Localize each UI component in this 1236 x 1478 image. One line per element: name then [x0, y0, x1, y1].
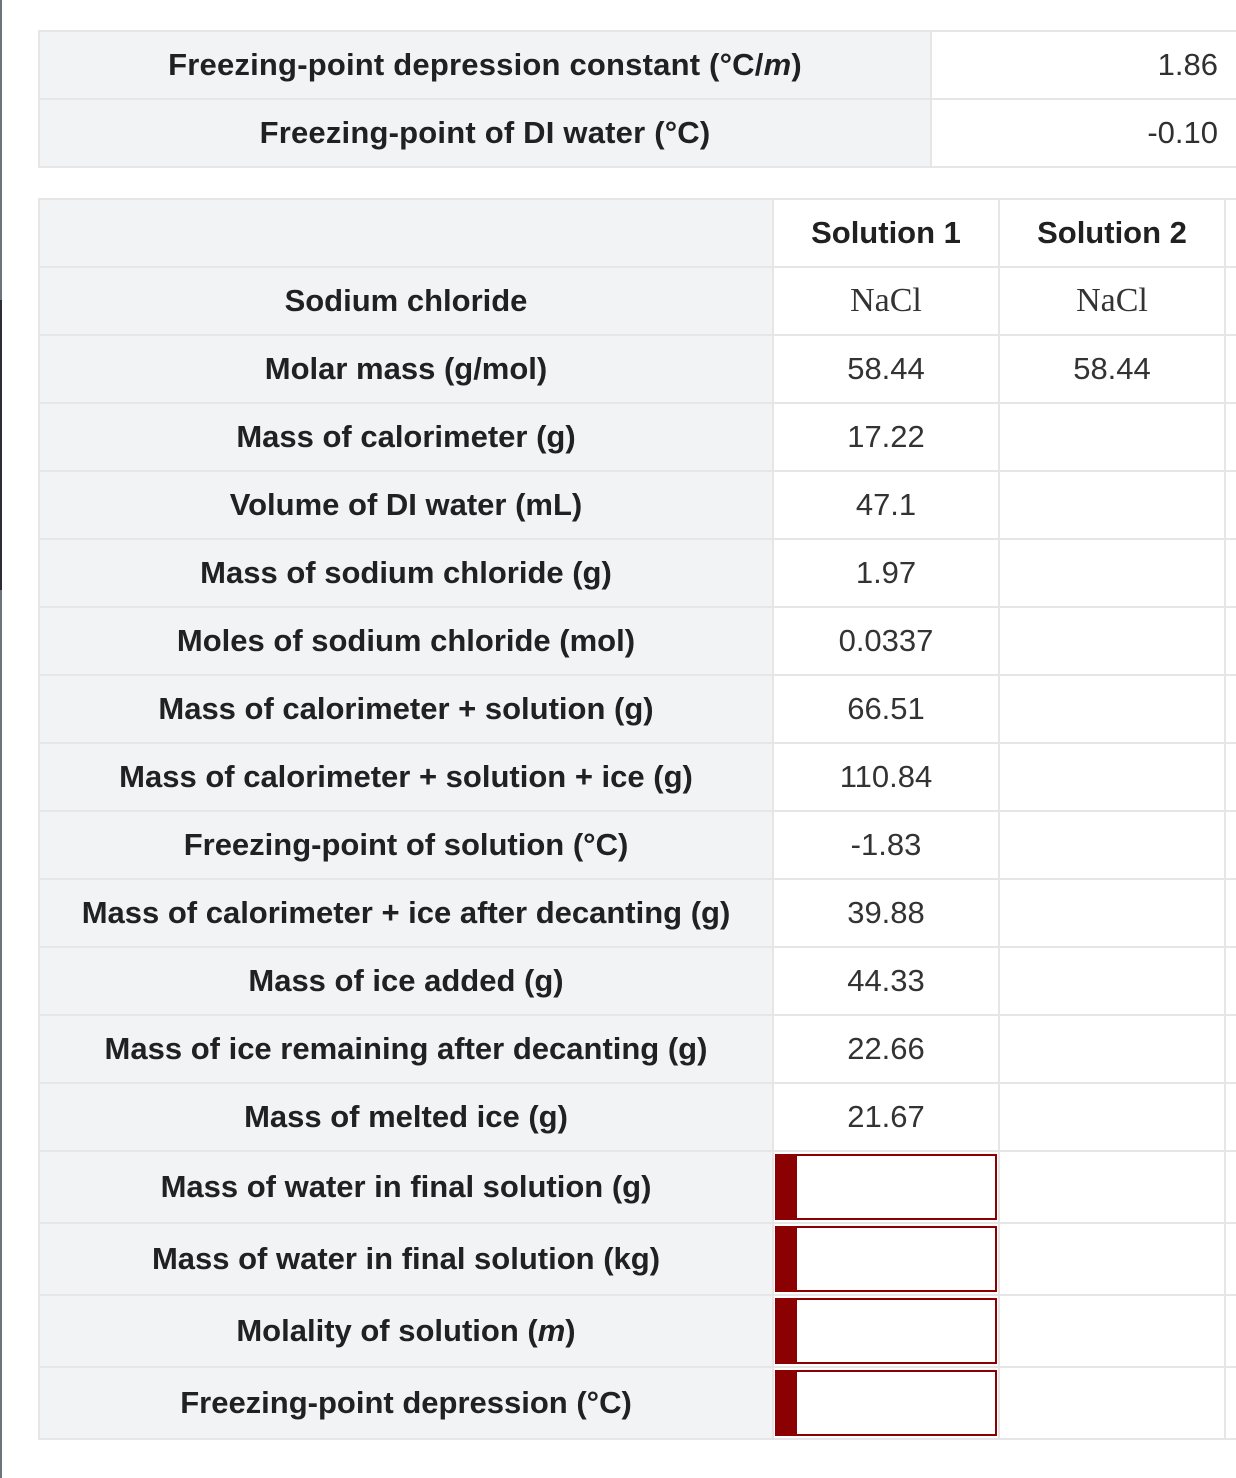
- solution-1-value: 44.33: [773, 947, 999, 1015]
- row-label: Mass of water in final solution (g): [39, 1151, 773, 1223]
- input-table-row: [39, 1367, 1236, 1439]
- table-row: [39, 607, 1236, 675]
- solution-3-value: [1225, 1083, 1236, 1151]
- solution-1-value: 47.1: [773, 471, 999, 539]
- solution-3-value: [1225, 1015, 1236, 1083]
- answer-input-box[interactable]: [775, 1226, 997, 1292]
- answer-cell: [773, 1295, 999, 1367]
- solution-3-value: [1225, 607, 1236, 675]
- solution-3-value: [1225, 539, 1236, 607]
- solution-3-value: [1225, 1223, 1236, 1295]
- answer-input-box[interactable]: [775, 1370, 997, 1436]
- solution-3-value: [1225, 1295, 1236, 1367]
- table-row: [39, 879, 1236, 947]
- solution-3-value: [1225, 471, 1236, 539]
- header-solution-3-partial: [1225, 199, 1236, 267]
- table-row: [39, 743, 1236, 811]
- solution-3-value: [1225, 675, 1236, 743]
- solution-2-value: [999, 675, 1225, 743]
- solution-2-value: [999, 1295, 1225, 1367]
- solution-1-value: 22.66: [773, 1015, 999, 1083]
- solution-1-value: 0.0337: [773, 607, 999, 675]
- constant-value: -0.10: [931, 99, 1236, 167]
- table-row: [39, 471, 1236, 539]
- row-label: Mass of calorimeter + solution (g): [39, 675, 773, 743]
- answer-input-box[interactable]: [775, 1298, 997, 1364]
- solution-2-value: [999, 1367, 1225, 1439]
- header-solution-1: Solution 1: [773, 199, 999, 267]
- constant-row: [39, 99, 1236, 167]
- solution-3-value: [1225, 1151, 1236, 1223]
- solution-1-value: NaCl: [773, 267, 999, 335]
- solution-1-value: 66.51: [773, 675, 999, 743]
- input-table-row: [39, 1151, 1236, 1223]
- solution-3-value: [1225, 267, 1236, 335]
- row-label: Volume of DI water (mL): [39, 471, 773, 539]
- row-label: Mass of ice added (g): [39, 947, 773, 1015]
- answer-input-box[interactable]: [775, 1154, 997, 1220]
- row-label: Sodium chloride: [39, 267, 773, 335]
- solution-1-value: 39.88: [773, 879, 999, 947]
- solution-2-value: [999, 1015, 1225, 1083]
- solution-3-value: [1225, 335, 1236, 403]
- constants-table: [38, 30, 1236, 168]
- row-label: Freezing-point depression (°C): [39, 1367, 773, 1439]
- solution-1-value: 1.97: [773, 539, 999, 607]
- solution-2-value: 58.44: [999, 335, 1225, 403]
- table-row: [39, 267, 1236, 335]
- row-label: Molar mass (g/mol): [39, 335, 773, 403]
- table-row: [39, 1083, 1236, 1151]
- solution-3-value: [1225, 1367, 1236, 1439]
- row-label: Mass of calorimeter + solution + ice (g): [39, 743, 773, 811]
- solution-1-value: -1.83: [773, 811, 999, 879]
- solution-3-value: [1225, 811, 1236, 879]
- answer-input[interactable]: [799, 1300, 995, 1362]
- solution-2-value: [999, 1151, 1225, 1223]
- row-label: Moles of sodium chloride (mol): [39, 607, 773, 675]
- table-row: [39, 675, 1236, 743]
- table-row: [39, 947, 1236, 1015]
- constant-label: Freezing-point depression constant (°C/m): [39, 31, 931, 99]
- constant-row: [39, 31, 1236, 99]
- header-solution-2: Solution 2: [999, 199, 1225, 267]
- row-label: Molality of solution (m): [39, 1295, 773, 1367]
- solution-2-value: [999, 539, 1225, 607]
- solution-2-value: [999, 879, 1225, 947]
- data-rows: [39, 267, 1236, 1151]
- answer-cell: [773, 1151, 999, 1223]
- solution-3-value: [1225, 879, 1236, 947]
- solution-3-value: [1225, 743, 1236, 811]
- row-label: Mass of calorimeter + ice after decanting (g): [39, 879, 773, 947]
- solution-2-value: [999, 743, 1225, 811]
- row-label: Mass of sodium chloride (g): [39, 539, 773, 607]
- solution-2-value: [999, 1083, 1225, 1151]
- constant-label: Freezing-point of DI water (°C): [39, 99, 931, 167]
- solution-2-value: NaCl: [999, 267, 1225, 335]
- incorrect-flag-icon: [777, 1228, 797, 1290]
- solution-1-value: 58.44: [773, 335, 999, 403]
- answer-cell: [773, 1223, 999, 1295]
- solution-3-value: [1225, 947, 1236, 1015]
- solution-1-value: 17.22: [773, 403, 999, 471]
- solution-2-value: [999, 471, 1225, 539]
- solution-2-value: [999, 1223, 1225, 1295]
- incorrect-flag-icon: [777, 1156, 797, 1218]
- incorrect-flag-icon: [777, 1300, 797, 1362]
- input-rows: [39, 1151, 1236, 1439]
- solutions-data-table: [38, 198, 1236, 1440]
- table-row: [39, 539, 1236, 607]
- answer-input[interactable]: [799, 1228, 995, 1290]
- window-left-edge: [0, 0, 2, 1478]
- row-label: Freezing-point of solution (°C): [39, 811, 773, 879]
- solution-2-value: [999, 947, 1225, 1015]
- solution-2-value: [999, 607, 1225, 675]
- table-row: [39, 335, 1236, 403]
- table-row: [39, 1015, 1236, 1083]
- corner-header: [39, 199, 773, 267]
- solution-3-value: [1225, 403, 1236, 471]
- input-table-row: [39, 1223, 1236, 1295]
- solution-2-value: [999, 811, 1225, 879]
- row-label: Mass of melted ice (g): [39, 1083, 773, 1151]
- row-label: Mass of ice remaining after decanting (g): [39, 1015, 773, 1083]
- row-label: Mass of calorimeter (g): [39, 403, 773, 471]
- input-table-row: [39, 1295, 1236, 1367]
- answer-input[interactable]: [799, 1156, 995, 1218]
- constant-value: 1.86: [931, 31, 1236, 99]
- solution-1-value: 21.67: [773, 1083, 999, 1151]
- table-row: [39, 403, 1236, 471]
- incorrect-flag-icon: [777, 1372, 797, 1434]
- row-label: Mass of water in final solution (kg): [39, 1223, 773, 1295]
- table-row: [39, 811, 1236, 879]
- answer-cell: [773, 1367, 999, 1439]
- header-row: [39, 199, 1236, 267]
- solution-2-value: [999, 403, 1225, 471]
- solution-1-value: 110.84: [773, 743, 999, 811]
- answer-input[interactable]: [799, 1372, 995, 1434]
